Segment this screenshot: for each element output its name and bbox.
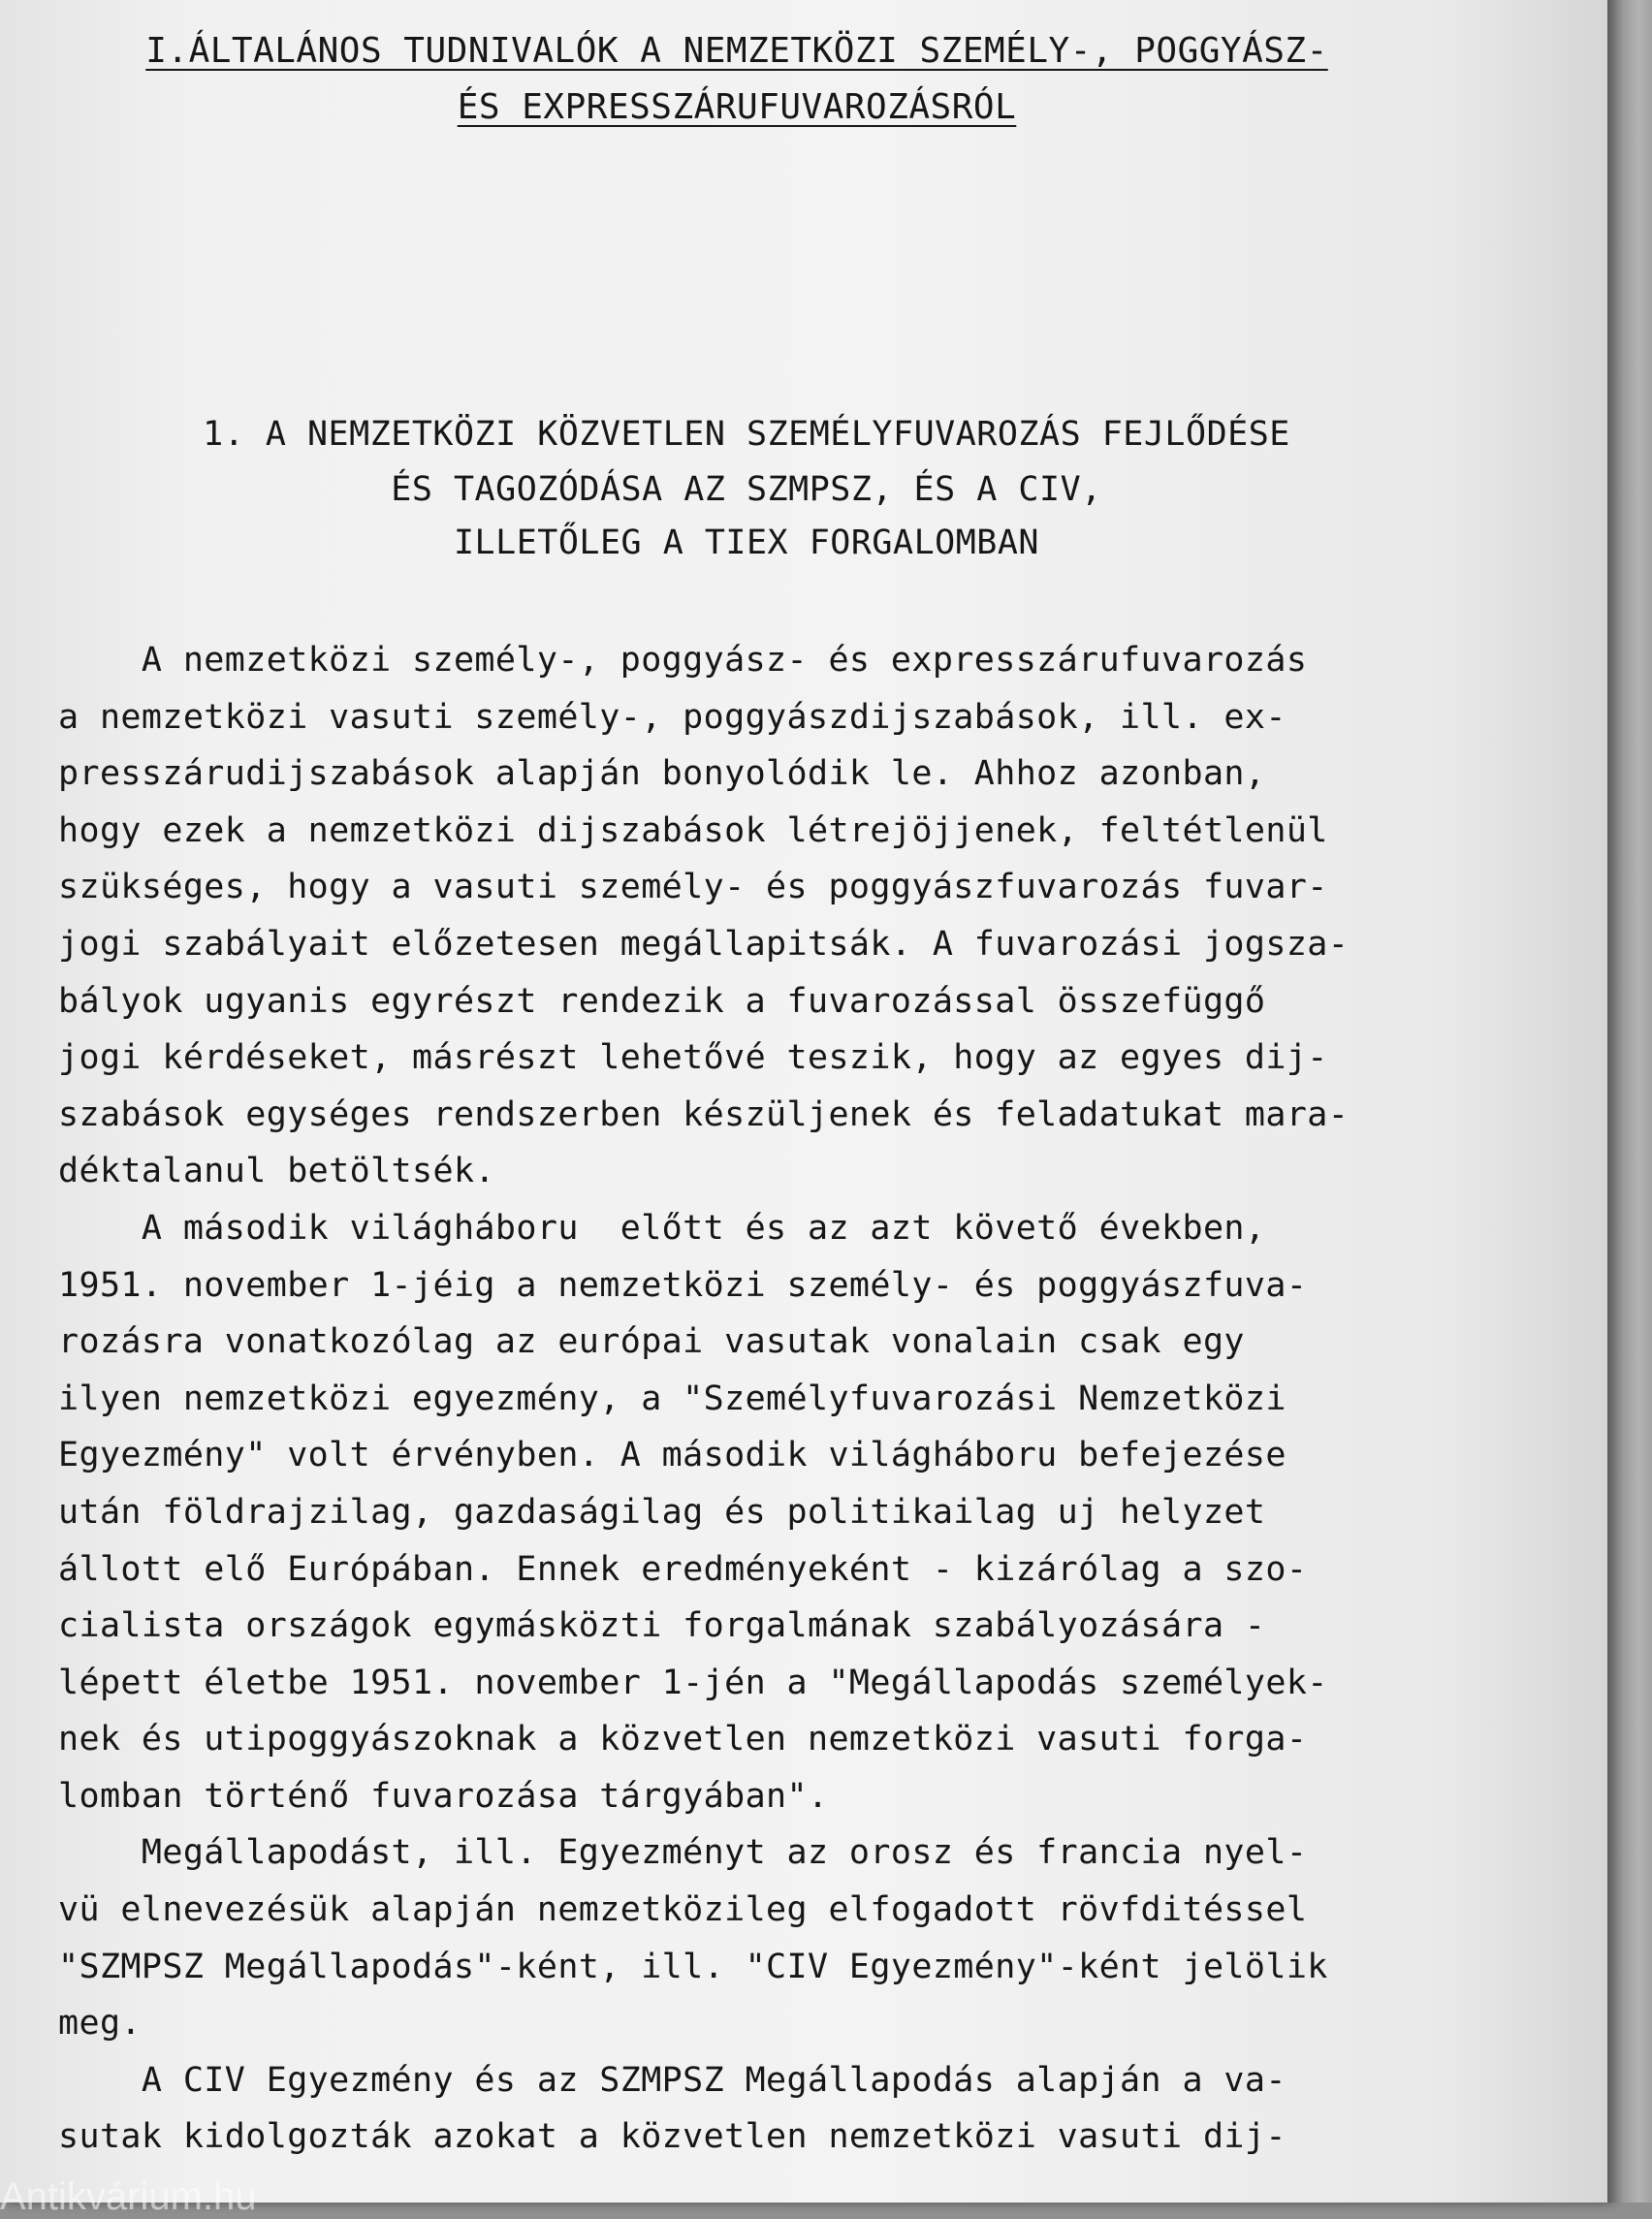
text-line: cialista országok egymásközti forgalmának szabályozására - (58, 1606, 1266, 1646)
text-line: vü elnevezésük alapján nemzetközileg elfogadott rövfditéssel (58, 1890, 1308, 1930)
text-line: nek és utipoggyászoknak a közvetlen nemzetközi vasuti forga- (58, 1720, 1308, 1759)
section-heading-line-3: ILLETŐLEG A TIEX FORGALOMBAN (453, 523, 1039, 562)
body-text (58, 632, 1474, 2166)
text-line: jogi kérdéseket, másrészt lehetővé teszik, hogy az egyes dij- (58, 1038, 1328, 1078)
text-line: 1951. november 1-jéig a nemzetközi személy- és poggyászfuva- (58, 1265, 1308, 1305)
paragraph-2 (58, 1200, 1474, 1825)
text-line: után földrajzilag, gazdaságilag és politikailag uj helyzet (58, 1492, 1266, 1532)
page-edge-shadow (1607, 0, 1652, 2203)
text-line: szabások egységes rendszerben készüljenek és feladatukat mara- (58, 1094, 1350, 1134)
text-line: lomban történő fuvarozása tárgyában". (58, 1776, 829, 1816)
text-line: sutak kidolgozták azokat a közvetlen nemzetközi vasuti dij- (58, 2117, 1287, 2157)
text-line: állott elő Európában. Ennek eredményeként - kizárólag a szo- (58, 1549, 1308, 1589)
text-line: A CIV Egyezmény és az SZMPSZ Megállapodás alapján a va- (58, 2060, 1287, 2100)
text-line: Egyezmény" volt érvényben. A második világháboru befejezése (58, 1436, 1287, 1475)
text-line: a nemzetközi vasuti személy-, poggyászdijszabások, ill. ex- (58, 697, 1287, 737)
document-title-line-1: I.ÁLTALÁNOS TUDNIVALÓK A NEMZETKÖZI SZEMÉLY-, POGGYÁSZ- (145, 31, 1328, 71)
paragraph-3 (58, 1824, 1474, 2051)
section-heading-line-1: 1. A NEMZETKÖZI KÖZVETLEN SZEMÉLYFUVAROZÁS FEJLŐDÉSE (203, 415, 1290, 454)
text-line: "SZMPSZ Megállapodás"-ként, ill. "CIV Egyezmény"-ként jelölik (58, 1947, 1328, 1986)
text-line: A második világháboru előtt és az azt követő években, (58, 1208, 1266, 1248)
text-line: meg. (58, 2004, 142, 2044)
text-line: déktalanul betöltsék. (58, 1152, 495, 1191)
text-line: rozásra vonatkozólag az európai vasutak vonalain csak egy (58, 1322, 1245, 1362)
text-line: bályok ugyanis egyrészt rendezik a fuvarozással összefüggő (58, 981, 1266, 1021)
text-line: ilyen nemzetközi egyezmény, a "Személyfuvarozási Nemzetközi (58, 1379, 1287, 1418)
text-line: hogy ezek a nemzetközi dijszabások létrejöjjenek, feltétlenül (58, 810, 1328, 850)
text-line: presszárudijszabások alapján bonyolódik le. Ahhoz azonban, (58, 754, 1266, 794)
watermark: Antikvárium.hu (0, 2175, 257, 2218)
paragraph-4 (58, 2052, 1474, 2166)
text-line: Megállapodást, ill. Egyezményt az orosz és francia nyel- (58, 1833, 1308, 1873)
document-title-line-2: ÉS EXPRESSZÁRUFUVAROZÁSRÓL (457, 87, 1017, 127)
text-line: lépett életbe 1951. november 1-jén a "Megállapodás személyek- (58, 1663, 1328, 1702)
text-line: jogi szabályait előzetesen megállapitsák. A fuvarozási jogsza- (58, 924, 1350, 964)
paragraph-1 (58, 632, 1474, 1200)
text-line: szükséges, hogy a vasuti személy- és poggyászfuvarozás fuvar- (58, 868, 1328, 907)
text-line: A nemzetközi személy-, poggyász- és expresszárufuvarozás (58, 641, 1308, 680)
section-heading-line-2: ÉS TAGOZÓDÁSA AZ SZMPSZ, ÉS A CIV, (391, 470, 1102, 509)
